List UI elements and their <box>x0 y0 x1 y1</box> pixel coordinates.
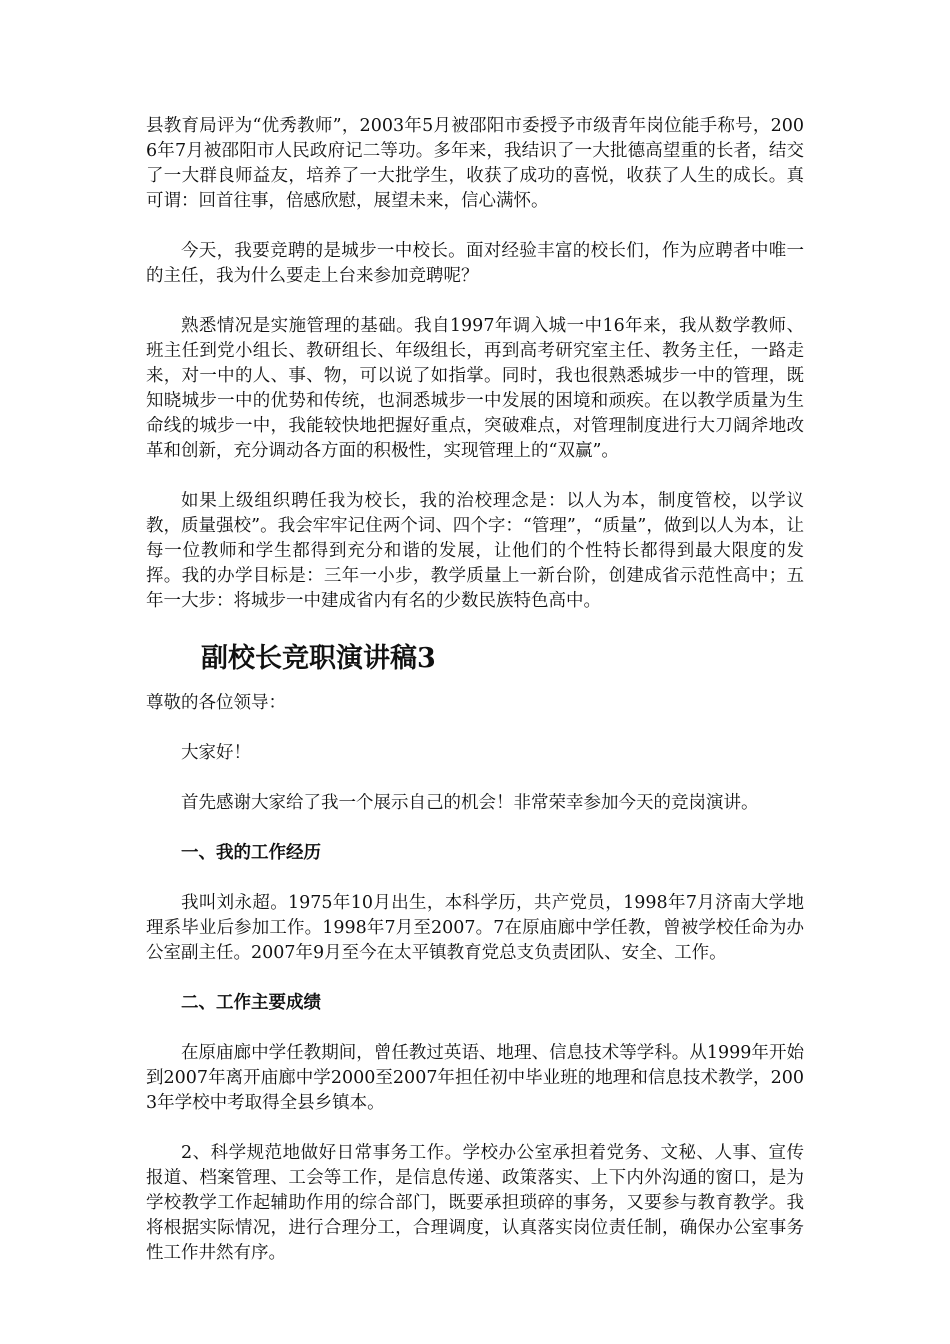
subheading-achievements: 二、工作主要成绩 <box>181 993 321 1013</box>
greeting: 大家好！ <box>181 743 251 763</box>
paragraph-honors: 县教育局评为“优秀教师”，2003年5月被邵阳市委授予市级青年岗位能手称号，2006年7月被邵阳市人民政府记二等功。多年来，我结识了一大批德高望重的长者，结交了一大群良师益友，培养了一大批学生，收获了成功的喜悦，收获了人生的成长。真可谓：回首往事，倍感欣慰，展望未来，信心满怀。 <box>146 116 804 211</box>
paragraph-thanks: 首先感谢大家给了我一个展示自己的机会！非常荣幸参加今天的竞岗演讲。 <box>181 793 759 813</box>
document-page <box>146 114 804 1266</box>
salutation: 尊敬的各位领导： <box>146 693 286 713</box>
paragraph-candidacy: 今天，我要竞聘的是城步一中校长。面对经验丰富的校长们，作为应聘者中唯一的主任，我为什么要走上台来参加竞聘呢？ <box>146 241 804 286</box>
section-title: 副校长竞职演讲稿3 <box>201 643 436 674</box>
paragraph-office-work: 2、科学规范地做好日常事务工作。学校办公室承担着党务、文秘、人事、宣传报道、档案管理、工会等工作，是信息传递、政策落实、上下内外沟通的窗口，是为学校教学工作起辅助作用的综合部门，既要承担琐碎的事务，又要参与教育教学。我将根据实际情况，进行合理分工，合理调度，认真落实岗位责任制，确保办公室事务性工作井然有序。 <box>146 1143 804 1263</box>
paragraph-teaching: 在原庙廊中学任教期间，曾任教过英语、地理、信息技术等学科。从1999年开始到2007年离开庙廊中学2000至2007年担任初中毕业班的地理和信息技术教学，2003年学校中考取得全县乡镇本。 <box>146 1043 804 1113</box>
paragraph-biography: 我叫刘永超。1975年10月出生，本科学历，共产党员，1998年7月济南大学地理系毕业后参加工作。1998年7月至2007。7在原庙廊中学任教，曾被学校任命为办公室副主任。2007年9月至今在太平镇教育党总支负责团队、安全、工作。 <box>146 893 804 963</box>
subheading-work-experience: 一、我的工作经历 <box>181 843 321 863</box>
paragraph-philosophy: 如果上级组织聘任我为校长，我的治校理念是：以人为本，制度管校，以学议教，质量强校”。我会牢牢记住两个词、四个字：“管理”，“质量”，做到以人为本，让每一位教师和学生都得到充分和谐的发展，让他们的个性特长都得到最大限度的发挥。我的办学目标是：三年一小步，教学质量上一新台阶，创建成省示范性高中；五年一大步：将城步一中建成省内有名的少数民族特色高中。 <box>146 491 804 611</box>
paragraph-familiarity: 熟悉情况是实施管理的基础。我自1997年调入城一中16年来，我从数学教师、班主任到党小组长、教研组长、年级组长，再到高考研究室主任、教务主任，一路走来，对一中的人、事、物，可以说了如指掌。同时，我也很熟悉城步一中的管理，既知晓城步一中的优势和传统，也洞悉城步一中发展的困境和顽疾。在以教学质量为生命线的城步一中，我能较快地把握好重点，突破难点，对管理制度进行大刀阔斧地改革和创新，充分调动各方面的积极性，实现管理上的“双赢”。 <box>146 316 804 461</box>
